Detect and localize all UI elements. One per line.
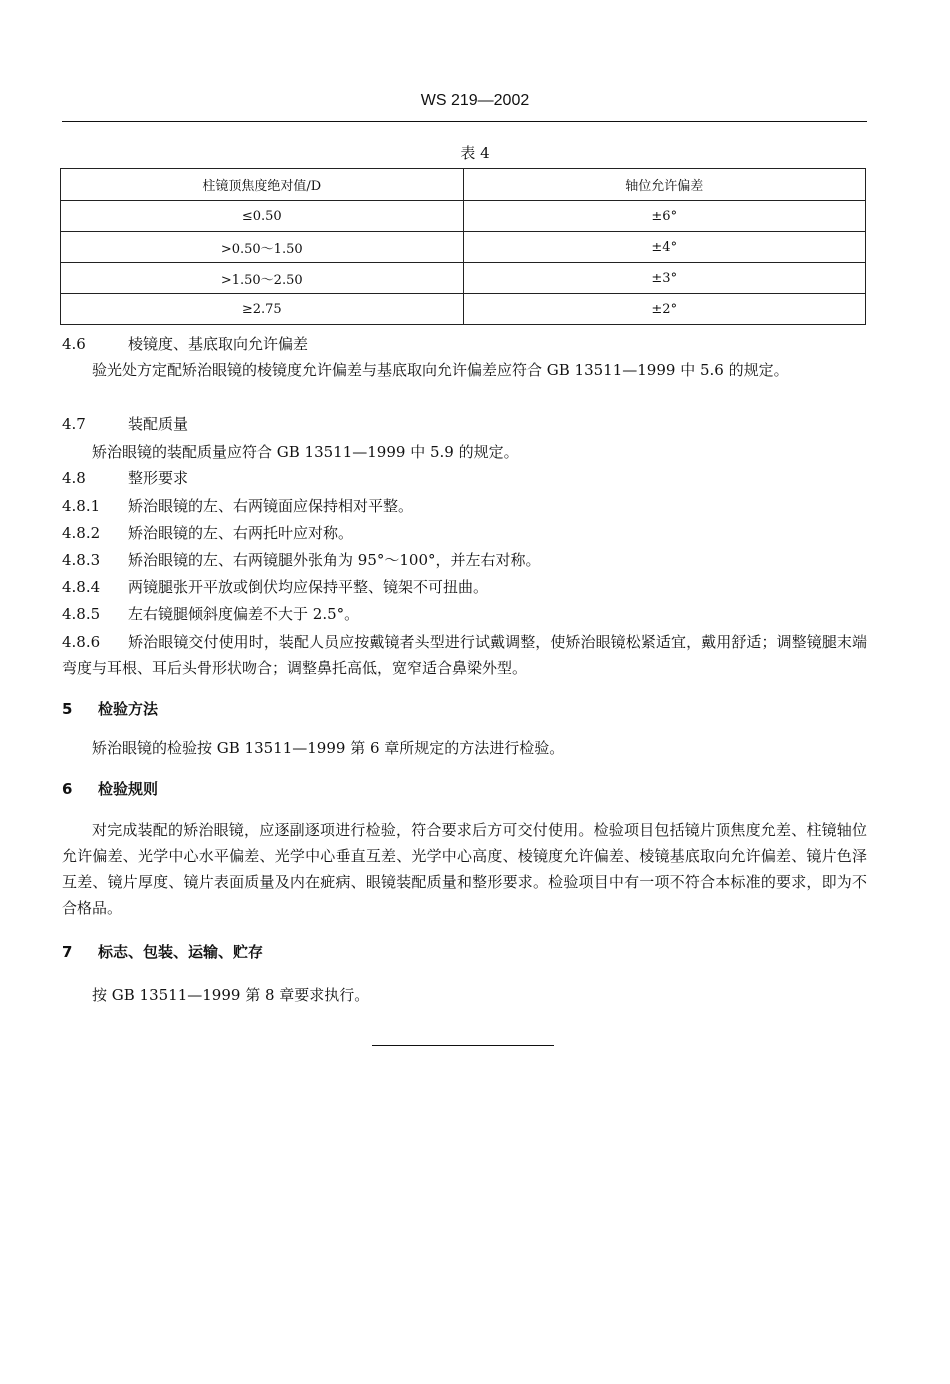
clause-number: 4.8.2: [62, 524, 101, 542]
table-row: [61, 294, 866, 325]
section-heading-4-6: [62, 333, 308, 354]
paragraph-7: 按 GB 13511—1999 第 8 章要求执行。: [92, 986, 370, 1004]
section-heading-4-7: [62, 413, 188, 434]
table-cell: ±3°: [463, 263, 866, 294]
clause-number: 4.8.4: [62, 578, 101, 596]
paragraph-4-6: 验光处方定配矫治眼镜的棱镜度允许偏差与基底取向允许偏差应符合 GB 13511—1999 中 5.6 的规定。: [92, 361, 789, 379]
section-title: 装配质量: [128, 415, 189, 433]
clause-number: 4.8.5: [62, 605, 101, 623]
section-heading-4-8: [62, 467, 188, 488]
clause-text: 左右镜腿倾斜度偏差不大于 2.5°。: [128, 605, 360, 623]
table-row: [61, 201, 866, 232]
clause-text: 矫治眼镜交付使用时，装配人员应按戴镜者头型进行试戴调整，使矫治眼镜松紧适宜，戴用舒适；调整镜腿末端弯度与耳根、耳后头骨形状吻合；调整鼻托高低，宽窄适合鼻梁外型。: [62, 633, 867, 677]
clause-number: 4.8.1: [62, 497, 101, 515]
clause-number: 4.8.6: [62, 633, 101, 651]
section-number: 4.6: [62, 335, 86, 353]
section-number: 5: [62, 700, 73, 718]
section-number: 4.8: [62, 469, 86, 487]
paragraph-6: 对完成装配的矫治眼镜，应逐副逐项进行检验，符合要求后方可交付使用。检验项目包括镜片顶焦度允差、柱镜轴位允许偏差、光学中心水平偏差、光学中心垂直互差、光学中心高度、棱镜度允许偏差、棱镜基底取向允许偏差、镜片色泽互差、镜片厚度、镜片表面质量及内在疵病、眼镜装配质量和整形要求。检验项目中有一项不符合本标准的要求，即为不合格品。: [62, 821, 867, 917]
paragraph-5: 矫治眼镜的检验按 GB 13511—1999 第 6 章所规定的方法进行检验。: [92, 739, 565, 757]
end-rule: [372, 1045, 554, 1046]
clause-text: 两镜腿张开平放或倒伏均应保持平整、镜架不可扭曲。: [128, 578, 489, 596]
clause-4-8-6: [62, 629, 867, 681]
section-title: 整形要求: [128, 469, 189, 487]
section-heading-5: [62, 698, 158, 719]
clause-4-8-3: [62, 549, 541, 570]
table-cell: >0.50～1.50: [61, 232, 464, 263]
table-title: 表 4: [460, 144, 490, 162]
clause-text: 矫治眼镜的左、右两镜面应保持相对平整。: [128, 497, 414, 515]
section-heading-6: [62, 778, 158, 799]
section-number: 7: [62, 943, 73, 961]
table-row: [61, 232, 866, 263]
table-header-cell: 柱镜顶焦度绝对值/D: [61, 169, 464, 201]
section-heading-7: [62, 941, 263, 962]
table-cell: >1.50～2.50: [61, 263, 464, 294]
clause-4-8-5: [62, 603, 359, 624]
table-cell: ±6°: [463, 201, 866, 232]
clause-text: 矫治眼镜的左、右两托叶应对称。: [128, 524, 354, 542]
standard-code: WS 219—2002: [420, 92, 530, 109]
paragraph-4-7: 矫治眼镜的装配质量应符合 GB 13511—1999 中 5.9 的规定。: [92, 443, 519, 461]
header-rule: [62, 121, 867, 122]
section-number: 6: [62, 780, 73, 798]
section-title: 标志、包装、运输、贮存: [98, 943, 264, 961]
table-cell: ±4°: [463, 232, 866, 263]
table-header-row: [61, 169, 866, 201]
clause-4-8-4: [62, 576, 488, 597]
clause-number: 4.8.3: [62, 551, 101, 569]
table-row: [61, 263, 866, 294]
section-title: 检验规则: [98, 780, 159, 798]
section-number: 4.7: [62, 415, 86, 433]
clause-4-8-2: [62, 522, 353, 543]
table-header-cell: 轴位允许偏差: [463, 169, 866, 201]
axis-tolerance-table: [60, 168, 866, 325]
section-title: 棱镜度、基底取向允许偏差: [128, 335, 309, 353]
clause-text: 矫治眼镜的左、右两镜腿外张角为 95°～100°，并左右对称。: [128, 551, 541, 569]
table-cell: ≥2.75: [61, 294, 464, 325]
section-title: 检验方法: [98, 700, 159, 718]
clause-4-8-1: [62, 495, 413, 516]
table-cell: ±2°: [463, 294, 866, 325]
table-cell: ≤0.50: [61, 201, 464, 232]
